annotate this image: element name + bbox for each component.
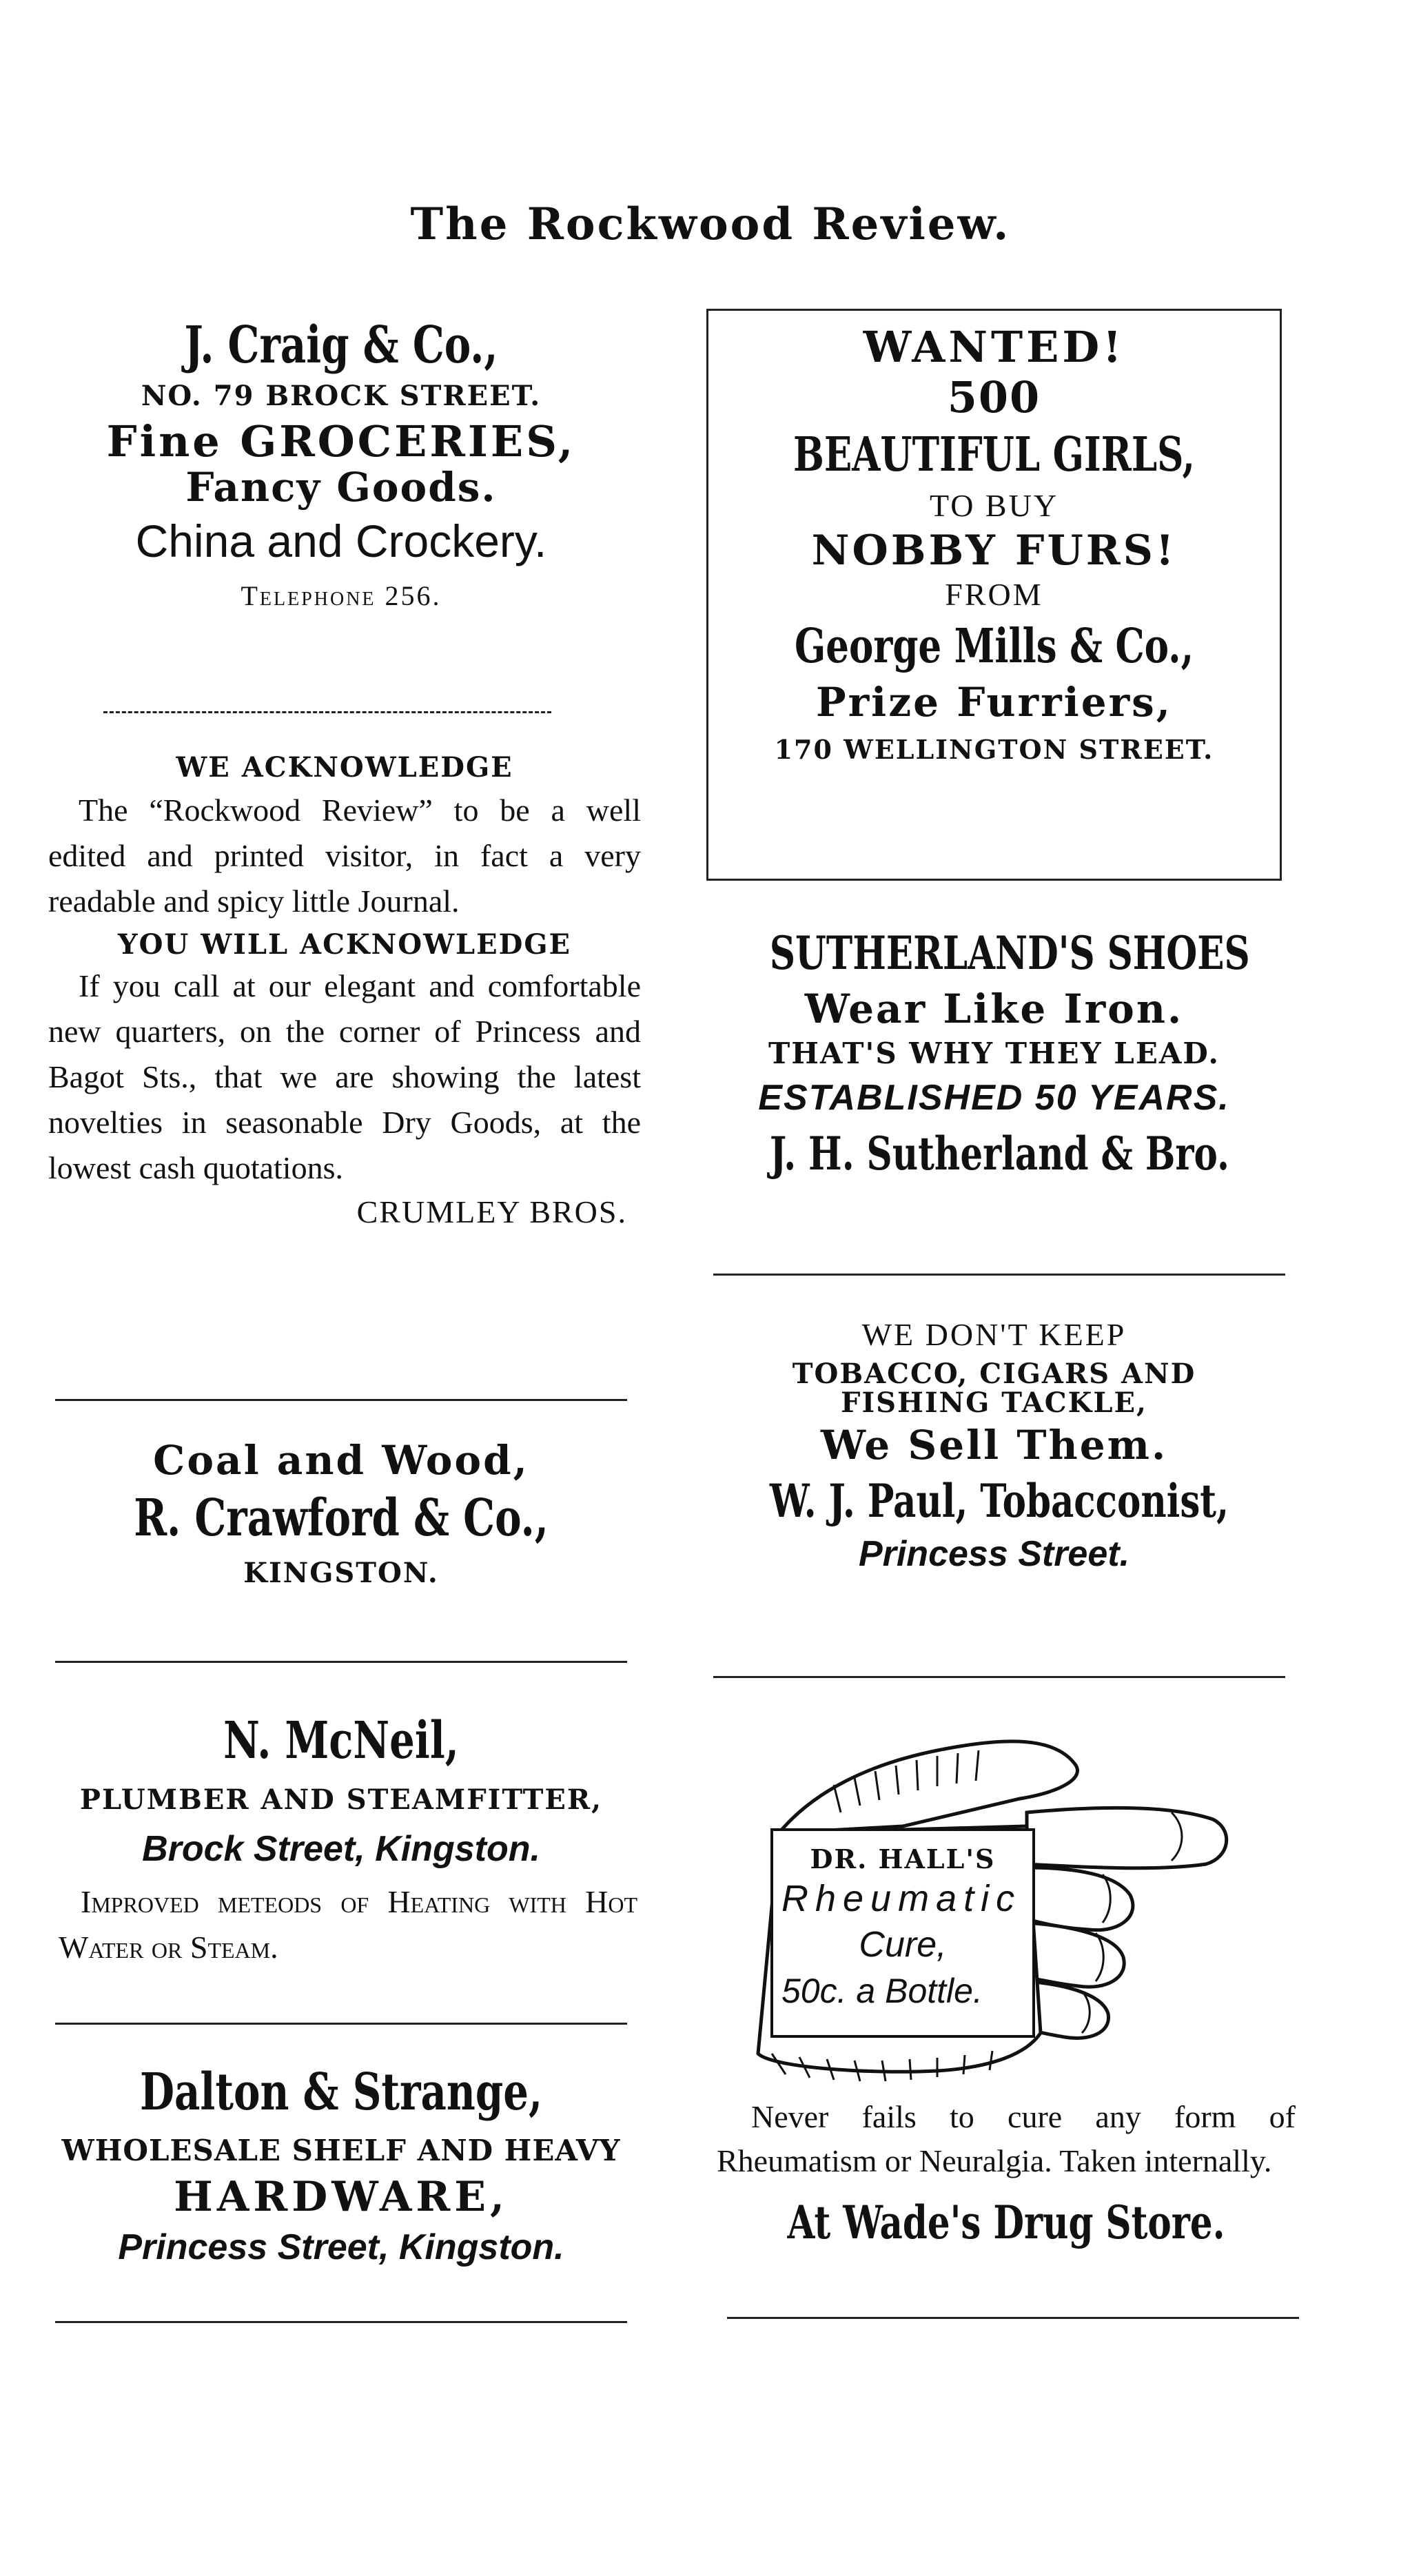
paul-we-sell-them: We Sell Them. xyxy=(820,1422,1168,1469)
crumley-paragraph-2: If you call at our elegant and comfortable new quarters, on the corner of Princess and Bagot Sts., that we are showing the latest novelties in seasonable Dry Goods, at the lowest cash quotations. xyxy=(48,968,641,1185)
mills-name: George Mills & Co., xyxy=(794,619,1194,674)
ad-mcneil xyxy=(38,1709,644,1970)
craig-china: China and Crockery. xyxy=(135,515,547,566)
dalton-address: Princess Street, Kingston. xyxy=(118,2227,564,2267)
dalton-name: Dalton & Strange, xyxy=(139,2063,543,2122)
sutherland-why-they-lead: THAT'S WHY THEY LEAD. xyxy=(768,1036,1220,1070)
craig-fancy-goods: Fancy Goods. xyxy=(185,464,497,511)
page-header xyxy=(0,198,1421,250)
divider xyxy=(727,2317,1299,2319)
mills-prize-furriers: Prize Furriers, xyxy=(815,679,1172,726)
mills-wanted: WANTED! xyxy=(863,322,1125,372)
ad-dalton xyxy=(38,2061,644,2268)
mcneil-trade: PLUMBER AND STEAMFITTER, xyxy=(79,1783,603,1816)
sutherland-name: J. H. Sutherland & Bro. xyxy=(769,1127,1229,1180)
ad-craig xyxy=(38,314,644,612)
crumley-paragraph-1: The “Rockwood Review” to be a well edited and printed visitor, in fact a very readable and spicy little Journal. xyxy=(48,793,641,919)
divider xyxy=(713,1274,1285,1276)
divider xyxy=(55,2321,627,2323)
sutherland-established: ESTABLISHED 50 YEARS. xyxy=(758,1078,1230,1118)
craig-address: NO. 79 BROCK STREET. xyxy=(141,380,542,412)
mills-to-buy: TO BUY xyxy=(929,488,1059,523)
hall-card-price: 50c. a Bottle. xyxy=(781,1972,983,2010)
mills-500: 500 xyxy=(947,372,1041,422)
dalton-line-1: WHOLESALE SHELF AND HEAVY xyxy=(61,2134,621,2167)
divider xyxy=(713,1676,1285,1678)
paul-dont-keep: WE DON'T KEEP xyxy=(861,1317,1127,1352)
crawford-city: KINGSTON. xyxy=(243,1557,439,1589)
crumley-heading-1: WE ACKNOWLEDGE xyxy=(176,751,513,784)
paul-tobacco: TOBACCO, CIGARS AND FISHING TACKLE, xyxy=(792,1358,1196,1419)
hall-card-cure: Cure, xyxy=(859,1925,947,1965)
sutherland-wear-like-iron: Wear Like Iron. xyxy=(804,985,1184,1032)
crawford-coal-wood: Coal and Wood, xyxy=(153,1437,529,1484)
page-title: The Rockwood Review. xyxy=(410,198,1011,250)
mcneil-address: Brock Street, Kingston. xyxy=(142,1829,540,1869)
craig-name: J. Craig & Co., xyxy=(184,316,498,375)
hall-card-title: DR. HALL'S xyxy=(810,1843,996,1874)
ad-hall-text xyxy=(717,2095,1296,2252)
crawford-name: R. Crawford & Co., xyxy=(134,1489,549,1548)
hall-card xyxy=(772,1830,1034,2036)
ad-mills-box xyxy=(706,309,1282,881)
craig-phone: Telephone 256. xyxy=(241,580,442,611)
divider xyxy=(103,711,551,713)
paul-address: Princess Street. xyxy=(858,1534,1130,1574)
hall-description: Never fails to cure any form of Rheumatism or Neuralgia. Taken internally. xyxy=(717,2099,1296,2178)
ad-hall-illustration xyxy=(730,1709,1268,2095)
craig-groceries: Fine GROCERIES, xyxy=(106,416,576,467)
ad-crumley xyxy=(48,751,641,1230)
ad-paul xyxy=(706,1316,1282,1575)
hall-card-rheumatic: Rheumatic xyxy=(781,1878,1022,1919)
crumley-heading-2: YOU WILL ACKNOWLEDGE xyxy=(118,928,571,961)
mcneil-name: N. McNeil, xyxy=(223,1711,459,1770)
sutherland-shoes: SUTHERLAND'S SHOES xyxy=(769,926,1250,980)
divider xyxy=(55,1399,627,1401)
hall-store: At Wade's Drug Store. xyxy=(787,2196,1225,2249)
mills-beautiful-girls: BEAUTIFUL GIRLS, xyxy=(793,427,1195,482)
crumley-signature: CRUMLEY BROS. xyxy=(356,1194,627,1229)
mills-from: FROM xyxy=(945,577,1043,612)
mills-address: 170 WELLINGTON STREET. xyxy=(774,734,1214,765)
mcneil-text: Improved meteods of Heating with Hot Water or Steam. xyxy=(59,1884,637,1965)
ad-crawford xyxy=(38,1437,644,1589)
paul-name: W. J. Paul, Tobacconist, xyxy=(769,1474,1229,1528)
ad-sutherland xyxy=(706,923,1282,1183)
divider xyxy=(55,2023,627,2025)
divider xyxy=(55,1661,627,1663)
dalton-hardware: HARDWARE, xyxy=(174,2173,509,2221)
mills-nobby-furs: NOBBY FURS! xyxy=(811,527,1177,575)
